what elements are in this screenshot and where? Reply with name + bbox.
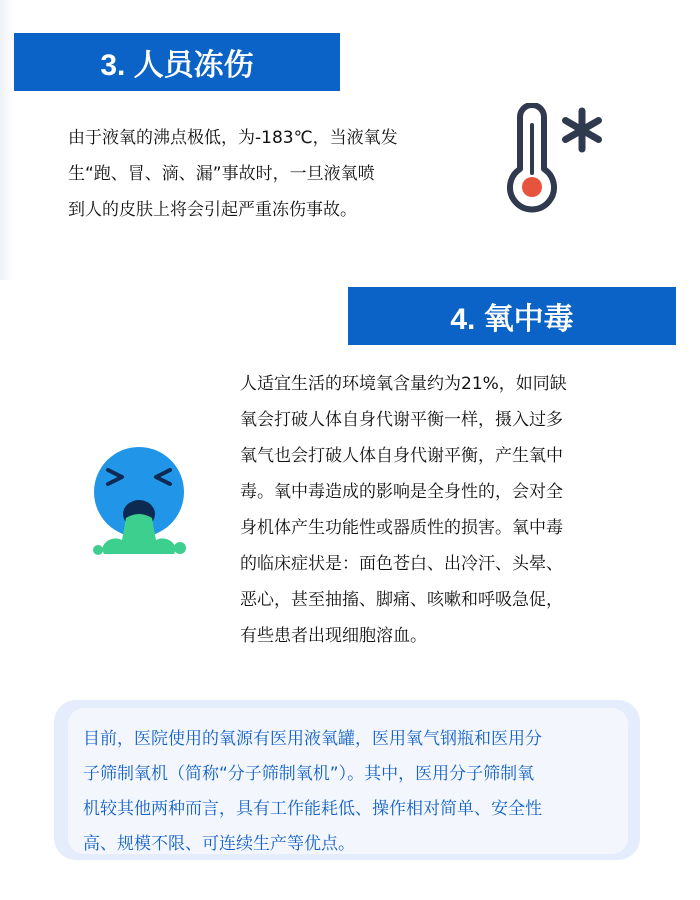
section-4-paragraph <box>240 366 630 654</box>
section-3-paragraph <box>68 120 448 228</box>
snowflake-icon <box>566 111 599 149</box>
note-line: 高、规模不限、可连续生产等优点。 <box>83 834 355 854</box>
paragraph-line: 毒。氧中毒造成的影响是全身性的，会对全 <box>240 482 563 502</box>
paragraph-line: 身机体产生功能性或器质性的损害。氧中毒 <box>240 518 563 538</box>
paragraph-line: 有些患者出现细胞溶血。 <box>240 626 427 646</box>
note-line: 目前，医院使用的氧源有医用液氧罐，医用氧气钢瓶和医用分 <box>83 729 542 749</box>
section-4-heading-text: 4. 氧中毒 <box>450 303 574 336</box>
note-line: 机较其他两种而言，具有工作能耗低、操作相对简单、安全性 <box>83 799 542 819</box>
section-4-heading <box>348 287 676 345</box>
thermometer-bulb <box>522 177 542 197</box>
paragraph-line: 恶心，甚至抽搐、脚痛、咳嗽和呼吸急促， <box>240 590 563 610</box>
vomiting-face-icon <box>86 444 198 559</box>
section-3-heading-text: 3. 人员冻伤 <box>100 49 254 82</box>
paragraph-line: 人适宜生活的环境氧含量约为21%，如同缺 <box>240 374 567 394</box>
paragraph-line: 生“跑、冒、滴、漏”事故时，一旦液氧喷 <box>68 164 375 184</box>
left-edge-shadow <box>0 0 14 280</box>
section-3-heading <box>14 33 340 91</box>
note-line: 子筛制氧机（简称“分子筛制氧机”）。其中，医用分子筛制氧 <box>83 764 535 784</box>
note-paragraph <box>83 722 623 862</box>
paragraph-line: 氧气也会打破人体自身代谢平衡，产生氧中 <box>240 446 563 466</box>
paragraph-line: 由于液氧的沸点极低，为-183℃，当液氧发 <box>68 128 398 148</box>
paragraph-line: 的临床症状是：面色苍白、出冷汗、头晕、 <box>240 554 563 574</box>
paragraph-line: 氧会打破人体自身代谢平衡一样，摄入过多 <box>240 410 563 430</box>
paragraph-line: 到人的皮肤上将会引起严重冻伤事故。 <box>68 200 357 220</box>
thermometer-snowflake-icon <box>500 103 610 218</box>
